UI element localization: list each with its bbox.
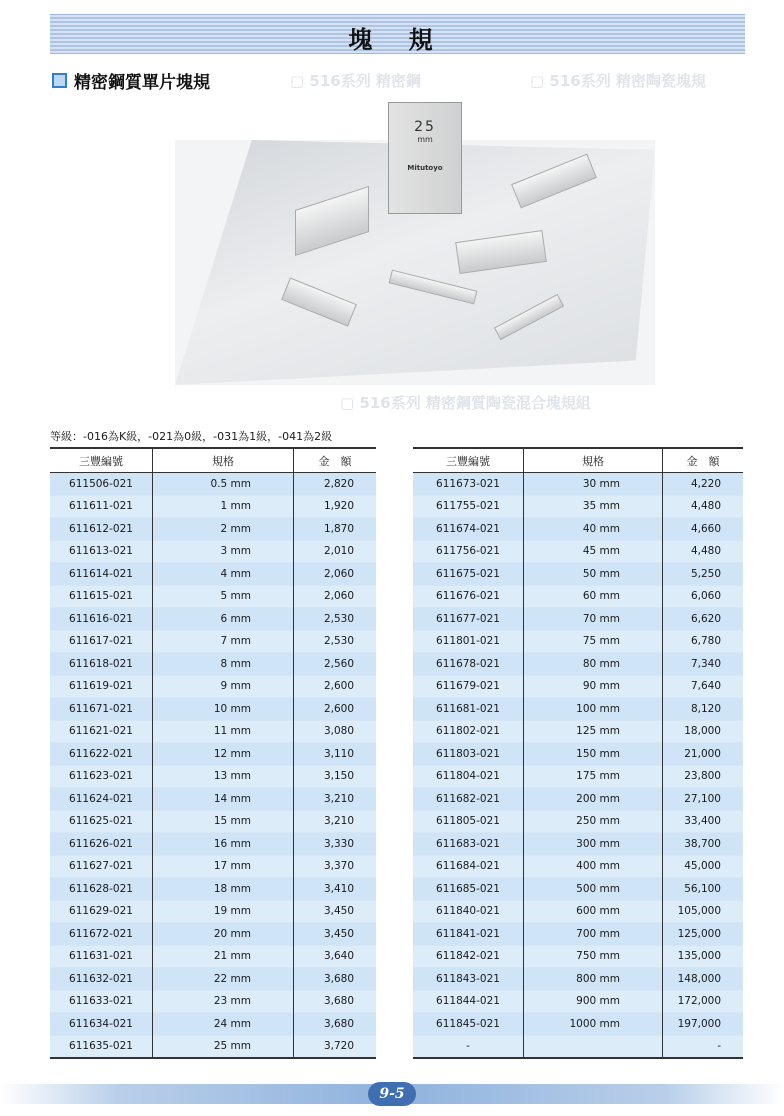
table-row <box>50 563 376 586</box>
table-row <box>50 945 376 968</box>
title-banner <box>50 14 745 54</box>
cell-spec: 19 mm <box>153 900 294 923</box>
cell-spec: 24 mm <box>153 1013 294 1036</box>
table-row <box>50 495 376 518</box>
cell-spec: 18 mm <box>153 878 294 901</box>
table-row <box>50 720 376 743</box>
cell-price: 3,720 <box>294 1035 377 1058</box>
column-header-code: 三豐編號 <box>50 448 153 473</box>
cell-code: 611617-021 <box>50 630 153 653</box>
cell-spec: 10 mm <box>153 698 294 721</box>
cell-spec: 45 mm <box>524 540 663 563</box>
table-row <box>413 788 743 811</box>
table-row <box>50 518 376 541</box>
cell-code: 611802-021 <box>413 720 524 743</box>
cell-spec: 25 mm <box>153 1035 294 1058</box>
cell-spec: 21 mm <box>153 945 294 968</box>
table-row <box>413 608 743 631</box>
bleed-through-text: ▢ 516系列 精密鋼質陶瓷混合塊規組 <box>340 394 591 412</box>
page-title: 塊 規 <box>348 26 447 54</box>
table-row <box>50 675 376 698</box>
cell-price: 3,110 <box>294 743 377 766</box>
table-row <box>50 743 376 766</box>
table-row <box>413 855 743 878</box>
table-row <box>50 833 376 856</box>
cell-code: 611631-021 <box>50 945 153 968</box>
cell-spec: 8 mm <box>153 653 294 676</box>
cell-price: 3,150 <box>294 765 377 788</box>
cell-price: 4,220 <box>663 473 744 496</box>
cell-code: 611611-021 <box>50 495 153 518</box>
column-header-spec: 規格 <box>153 448 294 473</box>
cell-code: 611678-021 <box>413 653 524 676</box>
cell-code: 611675-021 <box>413 563 524 586</box>
product-photo <box>175 119 655 385</box>
cell-code: 611629-021 <box>50 900 153 923</box>
cell-code: 611684-021 <box>413 855 524 878</box>
cell-spec: 100 mm <box>524 698 663 721</box>
cell-spec: 75 mm <box>524 630 663 653</box>
cell-price: 2,530 <box>294 608 377 631</box>
cell-code: 611845-021 <box>413 1013 524 1036</box>
bleed-through-text: ▢ 516系列 精密鋼 <box>290 72 421 90</box>
cell-price: 6,620 <box>663 608 744 631</box>
cell-spec: 30 mm <box>524 473 663 496</box>
table-row <box>413 765 743 788</box>
cell-code: 611682-021 <box>413 788 524 811</box>
cell-spec: 50 mm <box>524 563 663 586</box>
cell-spec: 800 mm <box>524 968 663 991</box>
table-row <box>413 518 743 541</box>
cell-price: 7,340 <box>663 653 744 676</box>
table-row <box>413 1013 743 1036</box>
table-row <box>413 495 743 518</box>
cell-price: 125,000 <box>663 923 744 946</box>
section-heading <box>52 68 210 93</box>
cell-price: 197,000 <box>663 1013 744 1036</box>
column-header-spec: 規格 <box>524 448 663 473</box>
table-row <box>50 698 376 721</box>
price-table-right <box>413 447 743 1059</box>
cell-price: 3,210 <box>294 788 377 811</box>
table-row <box>50 1035 376 1058</box>
table-row <box>413 878 743 901</box>
cell-code: 611685-021 <box>413 878 524 901</box>
cell-price: 2,530 <box>294 630 377 653</box>
cell-code: 611677-021 <box>413 608 524 631</box>
cell-spec: 900 mm <box>524 990 663 1013</box>
cell-spec: 12 mm <box>153 743 294 766</box>
column-header-price: 金 額 <box>663 448 744 473</box>
grade-note: 等級：-016為K級，-021為0級，-031為1級，-041為2級 <box>50 430 333 443</box>
cell-price: 56,100 <box>663 878 744 901</box>
cell-price: 3,450 <box>294 900 377 923</box>
cell-code: - <box>413 1035 524 1058</box>
cell-price: 3,680 <box>294 1013 377 1036</box>
cell-price: 3,640 <box>294 945 377 968</box>
cell-code: 611756-021 <box>413 540 524 563</box>
table-row <box>50 968 376 991</box>
cell-spec: 750 mm <box>524 945 663 968</box>
cell-spec: 16 mm <box>153 833 294 856</box>
cell-spec: 90 mm <box>524 675 663 698</box>
cell-code: 611683-021 <box>413 833 524 856</box>
cell-price: 33,400 <box>663 810 744 833</box>
cell-spec: 20 mm <box>153 923 294 946</box>
cell-code: 611676-021 <box>413 585 524 608</box>
cell-spec: 14 mm <box>153 788 294 811</box>
cell-price: 105,000 <box>663 900 744 923</box>
cell-code: 611628-021 <box>50 878 153 901</box>
cell-price: 23,800 <box>663 765 744 788</box>
cell-price: 38,700 <box>663 833 744 856</box>
table-row <box>50 473 376 496</box>
square-bullet-icon <box>52 73 67 88</box>
cell-price: 172,000 <box>663 990 744 1013</box>
table-row <box>50 540 376 563</box>
cell-code: 611674-021 <box>413 518 524 541</box>
cell-code: 611626-021 <box>50 833 153 856</box>
cell-spec: 70 mm <box>524 608 663 631</box>
cell-price: 135,000 <box>663 945 744 968</box>
cell-spec: 15 mm <box>153 810 294 833</box>
cell-spec: 250 mm <box>524 810 663 833</box>
table-row <box>413 473 743 496</box>
cell-spec: 2 mm <box>153 518 294 541</box>
cell-spec: 9 mm <box>153 675 294 698</box>
cell-spec: 1 mm <box>153 495 294 518</box>
cell-spec: 4 mm <box>153 563 294 586</box>
cell-code: 611803-021 <box>413 743 524 766</box>
table-row <box>50 990 376 1013</box>
cell-spec: 7 mm <box>153 630 294 653</box>
cell-spec: 700 mm <box>524 923 663 946</box>
cell-code: 611681-021 <box>413 698 524 721</box>
cell-code: 611673-021 <box>413 473 524 496</box>
cell-price: 5,250 <box>663 563 744 586</box>
cell-price: 3,080 <box>294 720 377 743</box>
cell-spec: 80 mm <box>524 653 663 676</box>
table-row <box>50 585 376 608</box>
cell-spec: 40 mm <box>524 518 663 541</box>
cell-price: 3,680 <box>294 968 377 991</box>
cell-code: 611619-021 <box>50 675 153 698</box>
table-row <box>413 743 743 766</box>
table-row <box>413 945 743 968</box>
table-row <box>413 968 743 991</box>
cell-spec: 60 mm <box>524 585 663 608</box>
cell-code: 611627-021 <box>50 855 153 878</box>
table-row <box>50 630 376 653</box>
table-row <box>413 630 743 653</box>
cell-price: 3,410 <box>294 878 377 901</box>
table-row <box>50 788 376 811</box>
table-row <box>413 1035 743 1058</box>
cell-price: 45,000 <box>663 855 744 878</box>
cell-price: 3,450 <box>294 923 377 946</box>
bleed-through-text: ▢ 516系列 精密陶瓷塊規 <box>530 72 706 90</box>
cell-spec: 400 mm <box>524 855 663 878</box>
cell-code: 611618-021 <box>50 653 153 676</box>
cell-spec: 23 mm <box>153 990 294 1013</box>
cell-spec: 1000 mm <box>524 1013 663 1036</box>
cell-code: 611843-021 <box>413 968 524 991</box>
table-row <box>413 810 743 833</box>
table-row <box>413 653 743 676</box>
cell-price: 27,100 <box>663 788 744 811</box>
gauge-block-unit: mm <box>417 135 433 144</box>
table-row <box>50 608 376 631</box>
cell-code: 611624-021 <box>50 788 153 811</box>
cell-price: 7,640 <box>663 675 744 698</box>
cell-spec: 200 mm <box>524 788 663 811</box>
table-row <box>413 833 743 856</box>
cell-code: 611805-021 <box>413 810 524 833</box>
cell-code: 611679-021 <box>413 675 524 698</box>
cell-code: 611622-021 <box>50 743 153 766</box>
table-row <box>413 540 743 563</box>
price-table-left <box>50 447 376 1059</box>
cell-code: 611612-021 <box>50 518 153 541</box>
page-number: 9-5 <box>368 1082 416 1106</box>
cell-spec: 35 mm <box>524 495 663 518</box>
table-row <box>50 878 376 901</box>
cell-code: 611672-021 <box>50 923 153 946</box>
cell-price: 3,370 <box>294 855 377 878</box>
table-row <box>413 563 743 586</box>
table-row <box>413 990 743 1013</box>
cell-spec: 500 mm <box>524 878 663 901</box>
cell-price: 18,000 <box>663 720 744 743</box>
cell-spec: 3 mm <box>153 540 294 563</box>
cell-price: 6,780 <box>663 630 744 653</box>
gauge-block-brand: Mitutoyo <box>407 164 443 172</box>
cell-price: 2,060 <box>294 585 377 608</box>
cell-spec: 22 mm <box>153 968 294 991</box>
cell-spec: 300 mm <box>524 833 663 856</box>
cell-code: 611842-021 <box>413 945 524 968</box>
gauge-block-25mm <box>388 102 462 214</box>
cell-price: 4,480 <box>663 540 744 563</box>
cell-spec <box>524 1035 663 1058</box>
cell-code: 611625-021 <box>50 810 153 833</box>
cell-price: 3,680 <box>294 990 377 1013</box>
cell-spec: 17 mm <box>153 855 294 878</box>
cell-code: 611506-021 <box>50 473 153 496</box>
cell-code: 611840-021 <box>413 900 524 923</box>
cell-price: - <box>663 1035 744 1058</box>
cell-price: 2,600 <box>294 675 377 698</box>
table-row <box>413 923 743 946</box>
cell-code: 611615-021 <box>50 585 153 608</box>
cell-price: 4,660 <box>663 518 744 541</box>
cell-price: 148,000 <box>663 968 744 991</box>
cell-spec: 11 mm <box>153 720 294 743</box>
cell-spec: 600 mm <box>524 900 663 923</box>
cell-code: 611623-021 <box>50 765 153 788</box>
table-row <box>50 855 376 878</box>
cell-spec: 5 mm <box>153 585 294 608</box>
table-row <box>50 900 376 923</box>
cell-code: 611804-021 <box>413 765 524 788</box>
section-title: 精密鋼質單片塊規 <box>74 73 210 93</box>
table-row <box>413 698 743 721</box>
cell-code: 611841-021 <box>413 923 524 946</box>
cell-spec: 175 mm <box>524 765 663 788</box>
cell-code: 611614-021 <box>50 563 153 586</box>
cell-spec: 13 mm <box>153 765 294 788</box>
cell-price: 2,560 <box>294 653 377 676</box>
cell-code: 611634-021 <box>50 1013 153 1036</box>
cell-price: 2,010 <box>294 540 377 563</box>
cell-price: 1,870 <box>294 518 377 541</box>
cell-spec: 125 mm <box>524 720 663 743</box>
cell-code: 611635-021 <box>50 1035 153 1058</box>
cell-price: 3,210 <box>294 810 377 833</box>
cell-code: 611613-021 <box>50 540 153 563</box>
cell-spec: 150 mm <box>524 743 663 766</box>
gauge-block-number: 25 <box>414 119 436 135</box>
cell-code: 611621-021 <box>50 720 153 743</box>
cell-code: 611632-021 <box>50 968 153 991</box>
cell-code: 611633-021 <box>50 990 153 1013</box>
table-row <box>50 810 376 833</box>
cell-spec: 6 mm <box>153 608 294 631</box>
cell-spec: 0.5 mm <box>153 473 294 496</box>
cell-price: 6,060 <box>663 585 744 608</box>
cell-price: 2,820 <box>294 473 377 496</box>
table-row <box>50 1013 376 1036</box>
cell-price: 3,330 <box>294 833 377 856</box>
table-row <box>50 653 376 676</box>
table-row <box>413 720 743 743</box>
column-header-code: 三豐編號 <box>413 448 524 473</box>
cell-code: 611755-021 <box>413 495 524 518</box>
cell-price: 4,480 <box>663 495 744 518</box>
table-row <box>413 675 743 698</box>
cell-price: 21,000 <box>663 743 744 766</box>
cell-code: 611616-021 <box>50 608 153 631</box>
cell-price: 2,060 <box>294 563 377 586</box>
cell-price: 8,120 <box>663 698 744 721</box>
cell-code: 611844-021 <box>413 990 524 1013</box>
cell-price: 1,920 <box>294 495 377 518</box>
table-row <box>50 765 376 788</box>
cell-code: 611671-021 <box>50 698 153 721</box>
cell-price: 2,600 <box>294 698 377 721</box>
table-row <box>413 585 743 608</box>
column-header-price: 金 額 <box>294 448 377 473</box>
table-row <box>413 900 743 923</box>
table-row <box>50 923 376 946</box>
cell-code: 611801-021 <box>413 630 524 653</box>
